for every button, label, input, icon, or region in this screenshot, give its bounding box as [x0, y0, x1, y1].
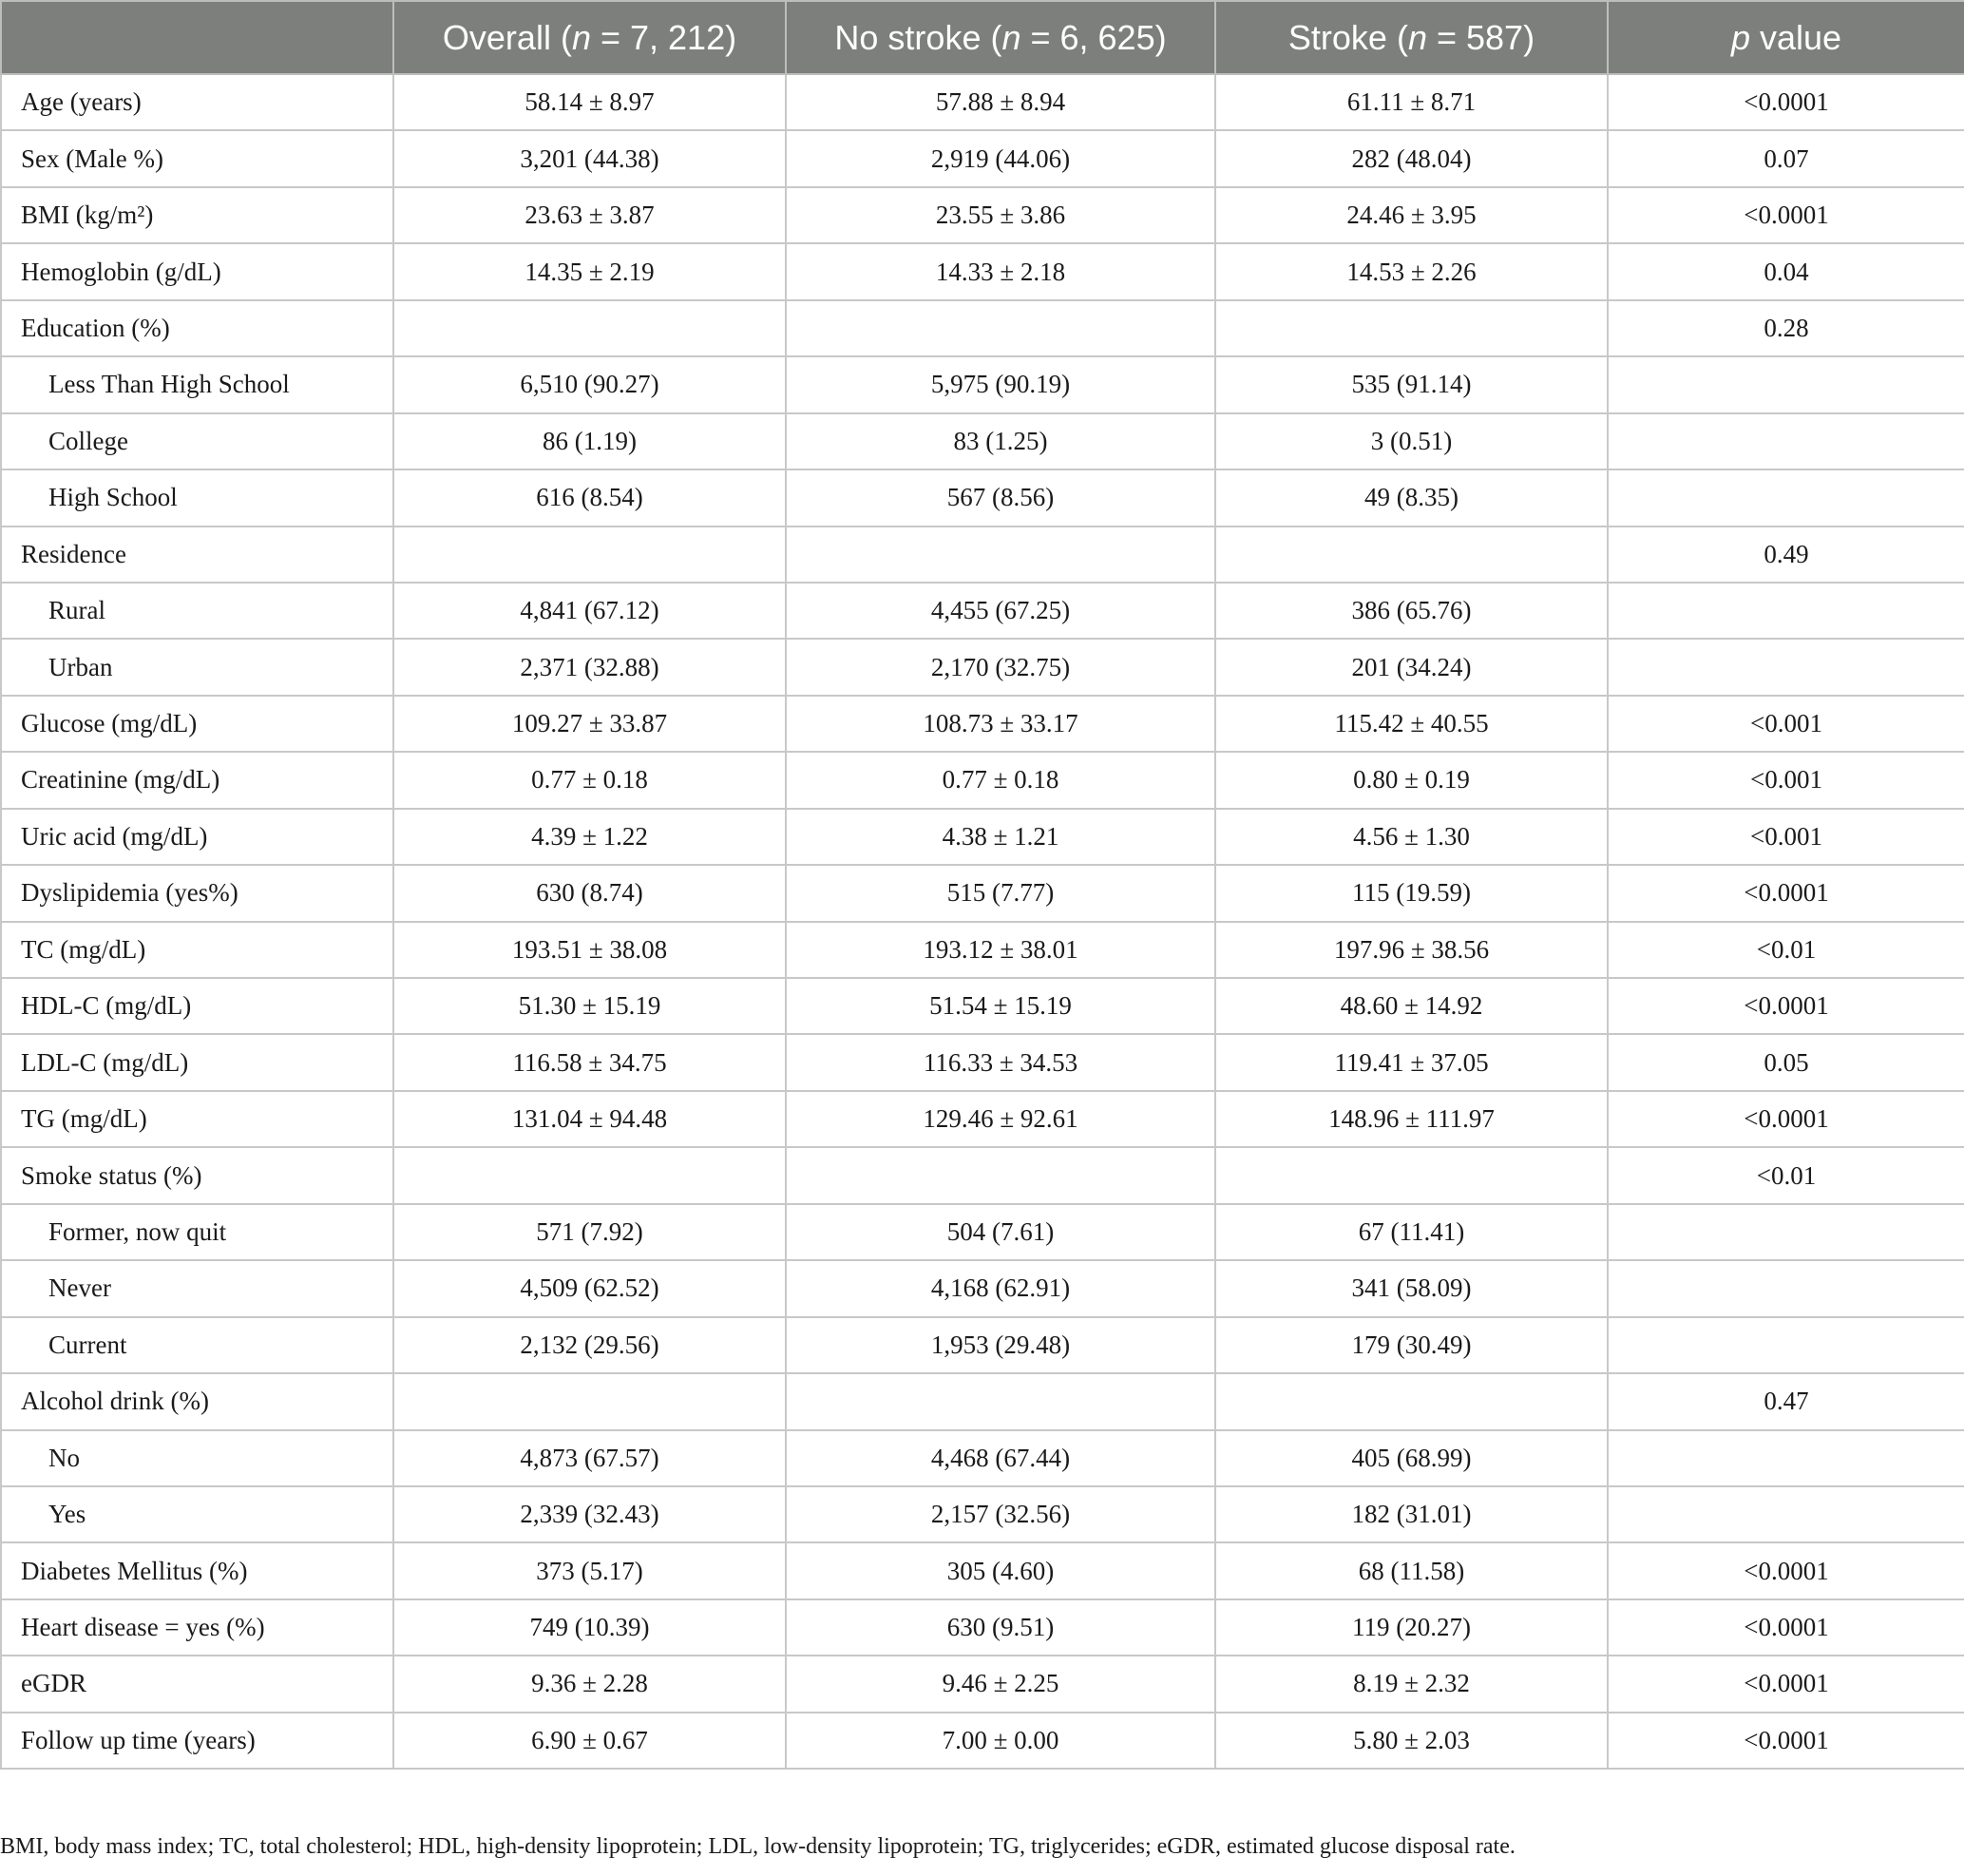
cell-stroke — [1215, 300, 1608, 356]
cell-no-stroke — [786, 1373, 1215, 1429]
cell-stroke: 67 (11.41) — [1215, 1204, 1608, 1260]
cell-p-value: <0.001 — [1608, 696, 1964, 752]
cell-no-stroke: 193.12 ± 38.01 — [786, 922, 1215, 978]
cell-p-value — [1608, 356, 1964, 412]
cell-p-value — [1608, 1204, 1964, 1260]
cell-stroke — [1215, 526, 1608, 583]
row-label: Less Than High School — [1, 356, 393, 412]
cell-overall: 23.63 ± 3.87 — [393, 187, 786, 243]
cell-stroke: 5.80 ± 2.03 — [1215, 1713, 1608, 1769]
cell-p-value — [1608, 1430, 1964, 1486]
cell-overall: 4,509 (62.52) — [393, 1260, 786, 1316]
header-italic-symbol: n — [571, 17, 591, 57]
cell-p-value — [1608, 413, 1964, 469]
table-subrow — [1, 1430, 1964, 1486]
cell-overall: 4,873 (67.57) — [393, 1430, 786, 1486]
cell-overall: 193.51 ± 38.08 — [393, 922, 786, 978]
header-text: = 6, 625) — [1020, 17, 1167, 57]
cell-no-stroke — [786, 526, 1215, 583]
row-label: Education (%) — [1, 300, 393, 356]
cell-stroke: 119 (20.27) — [1215, 1599, 1608, 1656]
cell-p-value: <0.0001 — [1608, 187, 1964, 243]
row-label: No — [1, 1430, 393, 1486]
cell-p-value: 0.04 — [1608, 243, 1964, 299]
row-label: Urban — [1, 639, 393, 695]
cell-no-stroke: 9.46 ± 2.25 — [786, 1656, 1215, 1712]
cell-no-stroke: 0.77 ± 0.18 — [786, 752, 1215, 808]
cell-stroke: 49 (8.35) — [1215, 469, 1608, 526]
table-subrow — [1, 1486, 1964, 1542]
cell-no-stroke: 515 (7.77) — [786, 865, 1215, 921]
cell-no-stroke — [786, 1147, 1215, 1203]
table-subrow — [1, 639, 1964, 695]
row-label: Dyslipidemia (yes%) — [1, 865, 393, 921]
cell-overall: 4,841 (67.12) — [393, 583, 786, 639]
cell-stroke: 115 (19.59) — [1215, 865, 1608, 921]
table-body — [1, 74, 1964, 1769]
header-text: Stroke ( — [1287, 17, 1408, 57]
cell-overall: 749 (10.39) — [393, 1599, 786, 1656]
row-label: Residence — [1, 526, 393, 583]
header-text: No stroke ( — [834, 17, 1002, 57]
cell-no-stroke: 4,468 (67.44) — [786, 1430, 1215, 1486]
table-row — [1, 1656, 1964, 1712]
cell-p-value: <0.0001 — [1608, 1656, 1964, 1712]
cell-overall: 9.36 ± 2.28 — [393, 1656, 786, 1712]
table-header — [1, 1, 1964, 74]
table-row — [1, 752, 1964, 808]
row-label: Alcohol drink (%) — [1, 1373, 393, 1429]
cell-overall: 571 (7.92) — [393, 1204, 786, 1260]
cell-stroke: 282 (48.04) — [1215, 130, 1608, 186]
table-row — [1, 300, 1964, 356]
cell-overall: 2,339 (32.43) — [393, 1486, 786, 1542]
cell-p-value: <0.0001 — [1608, 978, 1964, 1034]
cell-p-value: <0.01 — [1608, 922, 1964, 978]
header-text: Overall ( — [442, 17, 572, 57]
row-label: Never — [1, 1260, 393, 1316]
table-row — [1, 1373, 1964, 1429]
header-no-stroke — [786, 1, 1215, 74]
row-label: Former, now quit — [1, 1204, 393, 1260]
cell-overall — [393, 1373, 786, 1429]
table-subrow — [1, 1317, 1964, 1373]
cell-no-stroke: 4.38 ± 1.21 — [786, 809, 1215, 865]
cell-p-value: 0.47 — [1608, 1373, 1964, 1429]
cell-overall: 0.77 ± 0.18 — [393, 752, 786, 808]
cell-p-value: <0.001 — [1608, 752, 1964, 808]
cell-no-stroke: 305 (4.60) — [786, 1542, 1215, 1598]
cell-no-stroke: 1,953 (29.48) — [786, 1317, 1215, 1373]
cell-p-value — [1608, 1486, 1964, 1542]
table-row — [1, 74, 1964, 130]
cell-overall: 6.90 ± 0.67 — [393, 1713, 786, 1769]
header-text: = 7, 212) — [590, 17, 737, 57]
row-label: Yes — [1, 1486, 393, 1542]
cell-stroke: 201 (34.24) — [1215, 639, 1608, 695]
cell-overall — [393, 526, 786, 583]
cell-overall: 116.58 ± 34.75 — [393, 1034, 786, 1090]
cell-no-stroke: 2,170 (32.75) — [786, 639, 1215, 695]
cell-overall: 616 (8.54) — [393, 469, 786, 526]
table-subrow — [1, 583, 1964, 639]
cell-stroke: 405 (68.99) — [1215, 1430, 1608, 1486]
row-label: Creatinine (mg/dL) — [1, 752, 393, 808]
header-p-value — [1608, 1, 1964, 74]
row-label: Current — [1, 1317, 393, 1373]
cell-stroke: 197.96 ± 38.56 — [1215, 922, 1608, 978]
table-row — [1, 978, 1964, 1034]
table-subrow — [1, 1260, 1964, 1316]
row-label: Age (years) — [1, 74, 393, 130]
cell-no-stroke: 51.54 ± 15.19 — [786, 978, 1215, 1034]
cell-stroke: 8.19 ± 2.32 — [1215, 1656, 1608, 1712]
cell-no-stroke: 116.33 ± 34.53 — [786, 1034, 1215, 1090]
cell-stroke: 115.42 ± 40.55 — [1215, 696, 1608, 752]
table-row — [1, 696, 1964, 752]
cell-overall: 2,132 (29.56) — [393, 1317, 786, 1373]
table-row — [1, 243, 1964, 299]
cell-stroke: 24.46 ± 3.95 — [1215, 187, 1608, 243]
cell-p-value: <0.001 — [1608, 809, 1964, 865]
cell-p-value: 0.49 — [1608, 526, 1964, 583]
row-label: Diabetes Mellitus (%) — [1, 1542, 393, 1598]
table-footnote: BMI, body mass index; TC, total cholesterol; HDL, high-density lipoprotein; LDL, low-density lipoprotein; TG, triglycerides; eGDR, estimated glucose disposal rate. — [0, 1834, 1516, 1859]
cell-p-value — [1608, 583, 1964, 639]
table-row — [1, 865, 1964, 921]
cell-p-value: <0.0001 — [1608, 1542, 1964, 1598]
cell-stroke: 182 (31.01) — [1215, 1486, 1608, 1542]
header-overall — [393, 1, 786, 74]
cell-no-stroke: 4,168 (62.91) — [786, 1260, 1215, 1316]
row-label: Sex (Male %) — [1, 130, 393, 186]
table-row — [1, 526, 1964, 583]
row-label: Uric acid (mg/dL) — [1, 809, 393, 865]
header-stroke — [1215, 1, 1608, 74]
cell-stroke: 535 (91.14) — [1215, 356, 1608, 412]
table-row — [1, 1147, 1964, 1203]
table-row — [1, 922, 1964, 978]
header-italic-symbol: p — [1730, 17, 1750, 57]
row-label: Smoke status (%) — [1, 1147, 393, 1203]
row-label: College — [1, 413, 393, 469]
cell-p-value — [1608, 1260, 1964, 1316]
row-label: eGDR — [1, 1656, 393, 1712]
cell-overall: 14.35 ± 2.19 — [393, 243, 786, 299]
cell-no-stroke: 5,975 (90.19) — [786, 356, 1215, 412]
cell-p-value: <0.0001 — [1608, 1713, 1964, 1769]
cell-p-value: <0.0001 — [1608, 1599, 1964, 1656]
cell-no-stroke: 630 (9.51) — [786, 1599, 1215, 1656]
cell-p-value: 0.05 — [1608, 1034, 1964, 1090]
cell-stroke: 148.96 ± 111.97 — [1215, 1091, 1608, 1147]
row-label: TC (mg/dL) — [1, 922, 393, 978]
header-variable — [1, 1, 393, 74]
row-label: TG (mg/dL) — [1, 1091, 393, 1147]
table-subrow — [1, 469, 1964, 526]
cell-overall — [393, 1147, 786, 1203]
table-subrow — [1, 356, 1964, 412]
cell-p-value — [1608, 639, 1964, 695]
cell-overall: 86 (1.19) — [393, 413, 786, 469]
cell-no-stroke: 108.73 ± 33.17 — [786, 696, 1215, 752]
cell-stroke: 179 (30.49) — [1215, 1317, 1608, 1373]
cell-no-stroke: 14.33 ± 2.18 — [786, 243, 1215, 299]
cell-p-value: <0.0001 — [1608, 1091, 1964, 1147]
cell-overall: 109.27 ± 33.87 — [393, 696, 786, 752]
table-subrow — [1, 413, 1964, 469]
table-row — [1, 1542, 1964, 1598]
cell-p-value: <0.0001 — [1608, 865, 1964, 921]
cell-overall: 6,510 (90.27) — [393, 356, 786, 412]
header-italic-symbol: n — [1407, 17, 1427, 57]
row-label: High School — [1, 469, 393, 526]
cell-stroke: 386 (65.76) — [1215, 583, 1608, 639]
row-label: Heart disease = yes (%) — [1, 1599, 393, 1656]
table-row — [1, 130, 1964, 186]
cell-overall — [393, 300, 786, 356]
cell-no-stroke: 2,157 (32.56) — [786, 1486, 1215, 1542]
table-row — [1, 1599, 1964, 1656]
cell-p-value — [1608, 1317, 1964, 1373]
cell-no-stroke: 567 (8.56) — [786, 469, 1215, 526]
row-label: Glucose (mg/dL) — [1, 696, 393, 752]
table-row — [1, 1713, 1964, 1769]
table-row — [1, 809, 1964, 865]
cell-overall: 3,201 (44.38) — [393, 130, 786, 186]
cell-stroke: 48.60 ± 14.92 — [1215, 978, 1608, 1034]
row-label: HDL-C (mg/dL) — [1, 978, 393, 1034]
cell-no-stroke — [786, 300, 1215, 356]
table-row — [1, 187, 1964, 243]
cell-overall: 131.04 ± 94.48 — [393, 1091, 786, 1147]
cell-p-value: 0.07 — [1608, 130, 1964, 186]
cell-overall: 2,371 (32.88) — [393, 639, 786, 695]
cell-stroke: 61.11 ± 8.71 — [1215, 74, 1608, 130]
cell-stroke — [1215, 1373, 1608, 1429]
cell-overall: 51.30 ± 15.19 — [393, 978, 786, 1034]
row-label: Follow up time (years) — [1, 1713, 393, 1769]
table-row — [1, 1091, 1964, 1147]
cell-stroke: 14.53 ± 2.26 — [1215, 243, 1608, 299]
cell-stroke: 68 (11.58) — [1215, 1542, 1608, 1598]
cell-stroke: 341 (58.09) — [1215, 1260, 1608, 1316]
cell-stroke: 4.56 ± 1.30 — [1215, 809, 1608, 865]
header-italic-symbol: n — [1001, 17, 1021, 57]
cell-overall: 630 (8.74) — [393, 865, 786, 921]
cell-stroke: 0.80 ± 0.19 — [1215, 752, 1608, 808]
cell-no-stroke: 57.88 ± 8.94 — [786, 74, 1215, 130]
cell-stroke: 119.41 ± 37.05 — [1215, 1034, 1608, 1090]
row-label: LDL-C (mg/dL) — [1, 1034, 393, 1090]
cell-no-stroke: 129.46 ± 92.61 — [786, 1091, 1215, 1147]
cell-overall: 58.14 ± 8.97 — [393, 74, 786, 130]
cell-p-value: <0.01 — [1608, 1147, 1964, 1203]
cell-no-stroke: 7.00 ± 0.00 — [786, 1713, 1215, 1769]
header-text: = 587) — [1426, 17, 1535, 57]
table-row — [1, 1034, 1964, 1090]
cell-p-value: 0.28 — [1608, 300, 1964, 356]
cell-p-value — [1608, 469, 1964, 526]
row-label: BMI (kg/m²) — [1, 187, 393, 243]
table-subrow — [1, 1204, 1964, 1260]
header-text: value — [1749, 17, 1842, 57]
cell-no-stroke: 83 (1.25) — [786, 413, 1215, 469]
header-row — [1, 1, 1964, 74]
cell-no-stroke: 4,455 (67.25) — [786, 583, 1215, 639]
cell-no-stroke: 23.55 ± 3.86 — [786, 187, 1215, 243]
cell-overall: 373 (5.17) — [393, 1542, 786, 1598]
cell-no-stroke: 504 (7.61) — [786, 1204, 1215, 1260]
row-label: Hemoglobin (g/dL) — [1, 243, 393, 299]
cell-p-value: <0.0001 — [1608, 74, 1964, 130]
row-label: Rural — [1, 583, 393, 639]
cell-no-stroke: 2,919 (44.06) — [786, 130, 1215, 186]
cell-stroke — [1215, 1147, 1608, 1203]
cell-overall: 4.39 ± 1.22 — [393, 809, 786, 865]
cell-stroke: 3 (0.51) — [1215, 413, 1608, 469]
